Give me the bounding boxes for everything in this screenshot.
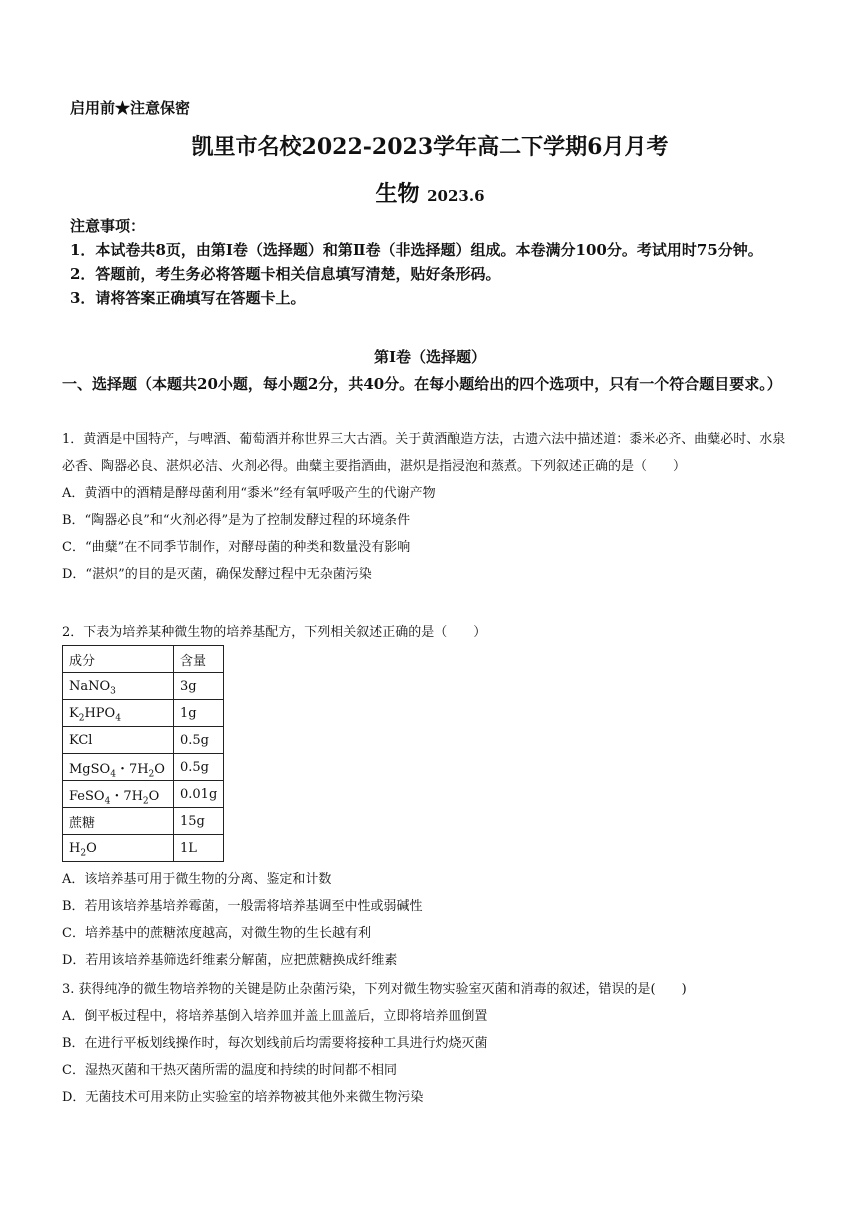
table-header: 成分 bbox=[63, 646, 174, 673]
exam-title: 凯里市名校2022-2023学年高二下学期6月月考 bbox=[191, 134, 669, 160]
option-b: B．若用该培养基培养霉菌，一般需将培养基调至中性或弱碱性 bbox=[62, 899, 423, 914]
question-2-stem: 2．下表为培养某种微生物的培养基配方，下列相关叙述正确的是（ ） bbox=[62, 625, 487, 640]
table-row bbox=[63, 727, 224, 754]
amount-cell: 1L bbox=[174, 835, 224, 862]
notes-heading: 注意事项： bbox=[70, 217, 146, 235]
ingredient-cell: NaNO$_3$ bbox=[63, 673, 174, 700]
amount-cell: 3g bbox=[174, 673, 224, 700]
subject-title bbox=[0, 177, 860, 208]
notes-item: 2．答题前，考生务必将答题卡相关信息填写清楚，贴好条形码。 bbox=[70, 265, 501, 283]
question-3 bbox=[62, 976, 797, 1111]
option-a: A．黄酒中的酒精是酵母菌利用“黍米”经有氧呼吸产生的代谢产物 bbox=[62, 486, 436, 501]
ingredient-cell: $H_2O$ bbox=[63, 835, 174, 862]
table-header-row bbox=[63, 646, 224, 673]
option-c: C．培养基中的蔗糖浓度越高，对微生物的生长越有利 bbox=[62, 926, 371, 941]
part-instructions: 一、选择题（本题共20小题，每小题2分，共40分。在每小题给出的四个选项中，只有一个符合题目要求。） bbox=[62, 375, 782, 393]
table-row bbox=[63, 781, 224, 808]
ingredient-cell: $K_2HPO_4$ bbox=[63, 700, 174, 727]
medium-recipe-table bbox=[62, 645, 224, 862]
exam-notes bbox=[70, 214, 794, 310]
option-c: C．湿热灭菌和干热灭菌所需的温度和持续的时间都不相同 bbox=[62, 1063, 397, 1078]
table-row bbox=[63, 835, 224, 862]
question-1 bbox=[62, 426, 797, 588]
option-b: B．“陶器必良”和“火剂必得”是为了控制发酵过程的环境条件 bbox=[62, 513, 411, 528]
question-stem: 3. 获得纯净的微生物培养物的关键是防止杂菌污染，下列对微生物实验室灭菌和消毒的叙述，错误的是( ) bbox=[62, 982, 687, 997]
confidential-label: 启用前★注意保密 bbox=[70, 99, 191, 117]
ingredient-cell: MgSO$_4$・$7H_2O$ bbox=[63, 754, 174, 781]
option-a: A．倒平板过程中，将培养基倒入培养皿并盖上皿盖后，立即将培养皿倒置 bbox=[62, 1009, 488, 1024]
exam-date: 2023.6 bbox=[427, 187, 485, 205]
notes-item: 1．本试卷共8页，由第Ⅰ卷（选择题）和第Ⅱ卷（非选择题）组成。本卷满分100分。考试用时75分钟。 bbox=[70, 241, 763, 259]
ingredient-cell: 蔗糖 bbox=[63, 808, 174, 835]
subject-name: 生物 bbox=[375, 181, 420, 207]
notes-item: 3．请将答案正确填写在答题卡上。 bbox=[70, 289, 306, 307]
amount-cell: 1g bbox=[174, 700, 224, 727]
amount-cell: 0.01g bbox=[174, 781, 224, 808]
amount-cell: 15g bbox=[174, 808, 224, 835]
table-header: 含量 bbox=[174, 646, 224, 673]
amount-cell: 0.5g bbox=[174, 754, 224, 781]
option-c: C．“曲糵”在不同季节制作，对酵母菌的种类和数量没有影响 bbox=[62, 540, 411, 555]
question-stem: 1．黄酒是中国特产，与啤酒、葡萄酒并称世界三大古酒。关于黄酒酿造方法，古遗六法中描述道：黍米必齐、曲糵必时、水泉必香、陶器必良、湛炽必洁、火剂必得。曲糵主要指酒曲，湛炽是指浸泡和蒸煮。下列叙述正确的是（ ） bbox=[62, 432, 786, 474]
amount-cell: 0.5g bbox=[174, 727, 224, 754]
table-row bbox=[63, 700, 224, 727]
option-d: D．若用该培养基筛选纤维素分解菌，应把蔗糖换成纤维素 bbox=[62, 953, 398, 968]
ingredient-cell: FeSO$_4$・$7H_2O$ bbox=[63, 781, 174, 808]
ingredient-cell: KCl bbox=[63, 727, 174, 754]
option-d: D．“湛炽”的目的是灭菌，确保发酵过程中无杂菌污染 bbox=[62, 567, 372, 582]
table-row bbox=[63, 673, 224, 700]
option-d: D．无菌技术可用来防止实验室的培养物被其他外来微生物污染 bbox=[62, 1090, 424, 1105]
table-row bbox=[63, 808, 224, 835]
table-row bbox=[63, 754, 224, 781]
option-b: B．在进行平板划线操作时，每次划线前后均需要将接种工具进行灼烧灭菌 bbox=[62, 1036, 488, 1051]
section-title: 第Ⅰ卷（选择题） bbox=[373, 348, 487, 366]
question-2-options bbox=[62, 866, 797, 974]
option-a: A．该培养基可用于微生物的分离、鉴定和计数 bbox=[62, 872, 332, 887]
